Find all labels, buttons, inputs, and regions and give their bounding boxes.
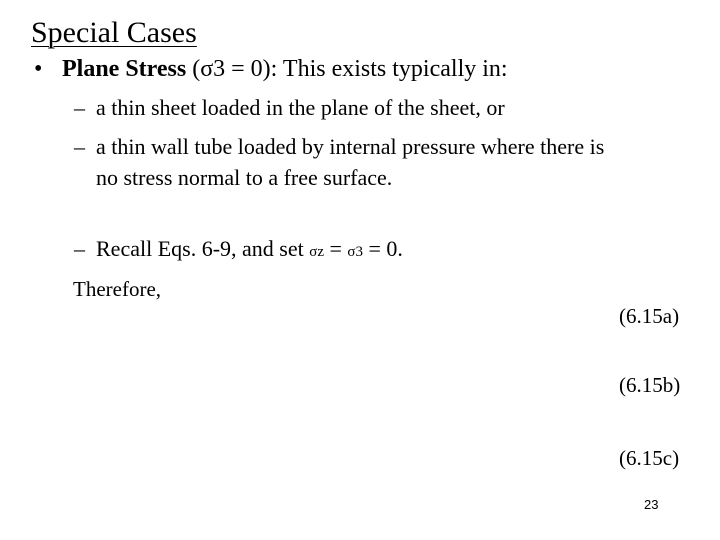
bullet-bold-text: Plane Stress bbox=[62, 56, 187, 82]
subitem-text: a thin wall tube loaded by internal pressure where there is bbox=[96, 134, 605, 159]
sigma-3-symbol: σ3 bbox=[347, 244, 363, 260]
equals-sign: = bbox=[323, 236, 348, 261]
equation-label-6-15c: (6.15c) bbox=[619, 446, 680, 470]
equation-label-6-15a: (6.15a) bbox=[619, 304, 680, 328]
subitem-thin-wall-tube-continued: no stress normal to a free surface. bbox=[96, 165, 393, 190]
sigma-z-symbol: σz bbox=[309, 244, 324, 260]
therefore-text: Therefore, bbox=[73, 277, 162, 301]
subitem-prefix: Recall Eqs. 6-9, and set bbox=[96, 236, 310, 261]
dash-marker: – bbox=[74, 95, 85, 120]
dash-marker: – bbox=[74, 236, 85, 261]
bullet-rest: This exists typically in: bbox=[282, 56, 508, 82]
equation-label-6-15b: (6.15b) bbox=[619, 373, 681, 397]
bullet-plane-stress bbox=[34, 56, 508, 83]
subitem-thin-sheet bbox=[74, 95, 505, 121]
slide-title: Special Cases bbox=[31, 16, 197, 49]
bullet-marker: • bbox=[34, 56, 43, 82]
subitem-thin-wall-tube bbox=[74, 134, 604, 160]
subitem-text: a thin sheet loaded in the plane of the sheet, or bbox=[96, 95, 505, 120]
dash-marker: – bbox=[74, 134, 85, 159]
zero-value: = 0. bbox=[363, 236, 403, 261]
bullet-condition: (σ3 = 0): bbox=[186, 56, 283, 82]
page-number: 23 bbox=[644, 497, 659, 512]
subitem-recall-eqs bbox=[74, 236, 403, 262]
